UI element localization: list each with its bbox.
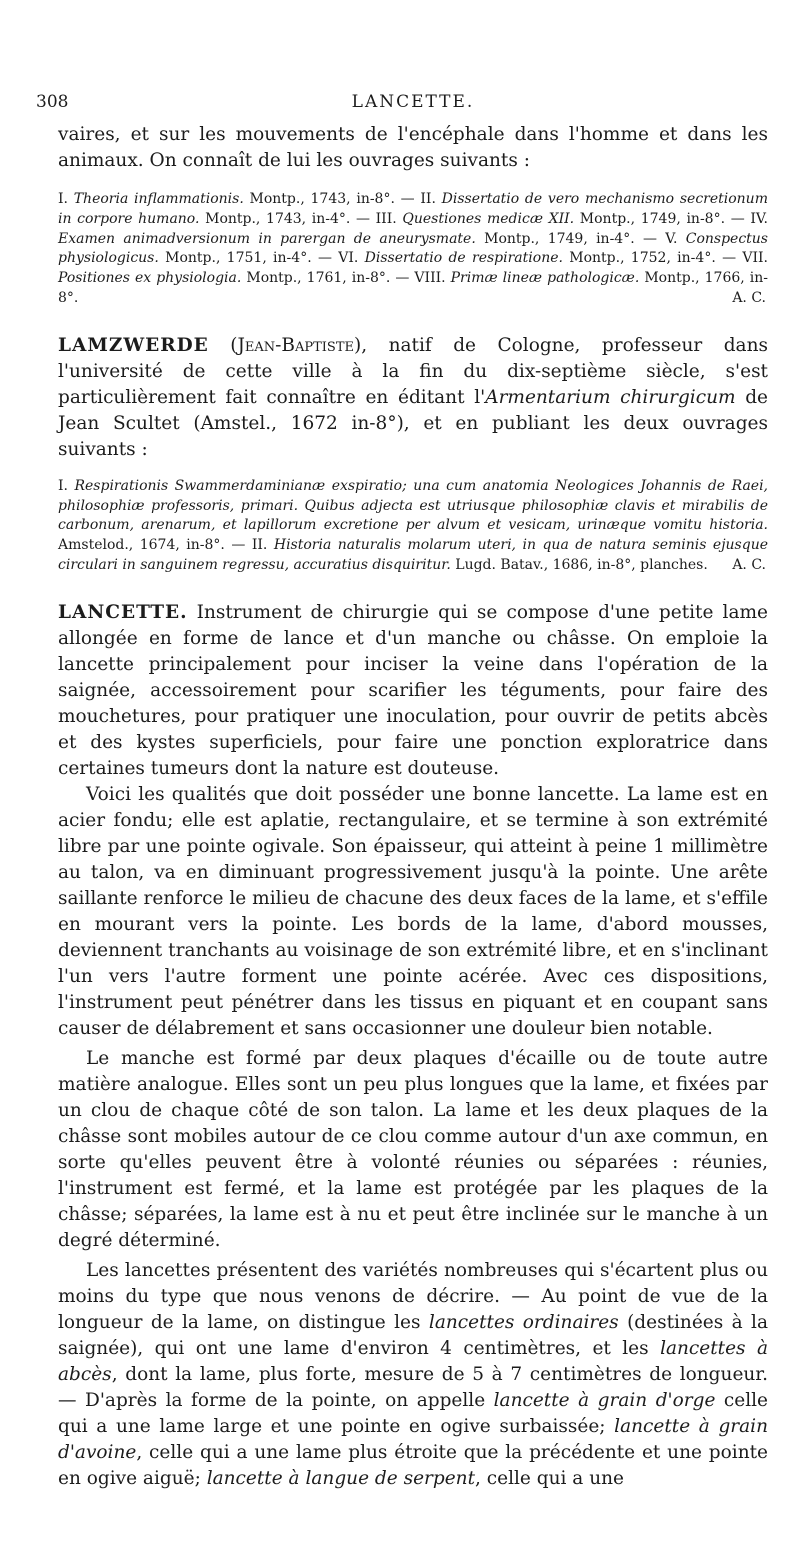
ref-title: Historia naturalis molarum uteri, in qua de natura seminis ejusque circulari in sanguinem regressu, accuratius disquiritur. xyxy=(58,537,769,573)
bibliography-block-2: I. Respirationis Swammerdaminianæ exspiratio; una cum anatomia Neologices Johannis de Raei, philosophiæ professoris, primari. Quibus adjecta est utriusque philosophiæ clavis et mirabilis de carbonum, arenarum, et lapillorum excretione per alvum et vesicam, urinæque vomitu historia. Amstelod., 1674, in-8°. — II. Historia naturalis molarum uteri, in qua de natura seminis ejusque circulari in sanguinem regressu, accuratius disquiritur. Lugd. Batav., 1686, in-8°, planches. A. C. xyxy=(58,477,768,576)
intro-paragraph: vaires, et sur les mouvements de l'encéphale dans l'homme et dans les animaux. On connaît de lui les ouvrages suivants : xyxy=(58,124,768,171)
headword-lamzwerde: LAMZWERDE xyxy=(58,334,209,356)
entry-lancette-p3: Le manche est formé par deux plaques d'écaille ou de toute autre matière analogue. Elles sont un peu plus longues que la lame, et fixées par un clou de chaque côté de son talon. La lame et les deux plaques de la châsse sont mobiles autour de ce clou comme autour d'un axe commun, en sorte qu'elles peuvent être à volonté réunies ou séparées : réunies, l'instrument est fermé, et la lame est protégée par les plaques de la châsse; séparées, la lame est à nu et peut être inclinée sur le manche à un degré déterminé. xyxy=(58,1047,768,1251)
forename: (Jean-Baptiste) xyxy=(230,334,362,356)
ref-title: Respirationis Swammerdaminianæ exspiratio; una cum anatomia Neologices Johannis de Raei, philosophiæ professoris, primari. Quibus adjecta est utriusque philosophiæ clavis et mirabilis de carbonum, arenarum, et lapillorum excretione per alvum et vesicam, urinæque vomitu historia. xyxy=(58,477,769,534)
ref-title: Positiones ex physiologia. xyxy=(58,270,242,287)
entry-lancette-p2: Voici les qualités que doit posséder une bonne lancette. La lame est en acier fondu; elle est aplatie, rectangulaire, et se termine à son extrémité libre par une pointe ogivale. Son épaisseur, qui atteint à peine 1 millimètre au talon, va en diminuant progressivement jusqu'à la pointe. Une arête saillante renforce le milieu de chacune des deux faces de la lame, et s'effile en mourant vers la pointe. Les bords de la lame, d'abord mousses, deviennent tranchants au voisinage de son extrémité libre, et en s'inclinant l'un vers l'autre forment une pointe acérée. Avec ces dispositions, l'instrument peut pénétrer dans les tissus en piquant et en coupant sans causer de délabrement et sans occasionner une douleur bien notable. xyxy=(58,783,768,1039)
headword-lancette: LANCETTE. xyxy=(58,601,188,623)
page xyxy=(36,92,769,1492)
ref-title: Dissertatio de respiratione. xyxy=(364,250,563,267)
ref-title: Conspectus physiologicus. xyxy=(58,230,768,267)
entry-lamzwerde: LAMZWERDE (Jean-Baptiste), natif de Cologne, professeur dans l'université de cette ville à la fin du dix-septième siècle, s'est particulièrement fait connaître en éditant l'Armentarium chirurgicum de Jean Scultet (Amstel., 1672 in-8°), et en publiant les deux ouvrages suivants : xyxy=(58,334,769,460)
ref-title: Dissertatio de vero mechanismo secretionum in corpore humano. xyxy=(58,191,768,227)
ref-title: Theoria inflammationis. xyxy=(73,191,244,207)
author-signature: A. C. xyxy=(732,556,766,573)
ref-title: Examen animadversionum in parergan de aneurysmate. xyxy=(58,230,476,247)
running-title: LANCETTE. xyxy=(351,92,475,112)
entry-lancette-p4: Les lancettes présentent des variétés nombreuses qui s'écartent plus ou moins du type que nous venons de décrire. — Au point de vue de la longueur de la lame, on distingue les lancettes ordinaires (destinées à la saignée), qui ont une lame d'environ 4 centimètres, et les lancettes à abcès, dont la lame, plus forte, mesure de 5 à 7 centimètres de longueur. — D'après la forme de la pointe, on appelle lancette à grain d'orge celle qui a une lame large et une pointe en ogive surbaissée; lancette à grain d'avoine, celle qui a une lame plus étroite que la précédente et une pointe en ogive aiguë; lancette à langue de serpent, celle qui a une xyxy=(58,1259,769,1489)
page-number: 308 xyxy=(36,92,69,112)
running-head xyxy=(36,92,768,122)
author-signature: A. C. xyxy=(732,289,766,306)
ref-title: Primæ lineæ pathologicæ. xyxy=(450,270,640,287)
book-title: Armentarium chirurgicum xyxy=(485,386,736,408)
bibliography-block-1: I. Theoria inflammationis. Montp., 1743, in-8°. — II. Dissertatio de vero mechanismo secretionum in corpore humano. Montp., 1743, in-4°. — III. Questiones medicæ XII. Montp., 1749, in-8°. — IV. Examen animadversionum in parergan de aneurysmate. Montp., 1749, in-4°. — V. Conspectus physiologicus. Montp., 1751, in-4°. — VI. Dissertatio de respiratione. Montp., 1752, in-4°. — VII. Positiones ex physiologia. Montp., 1761, in-8°. — VIII. Primæ lineæ pathologicæ. Montp., 1766, in-8°. A. C. xyxy=(58,190,768,309)
entry-lancette-p1: LANCETTE. Instrument de chirurgie qui se compose d'une petite lame allongée en forme de lance et d'un manche ou châsse. On emploie la lancette principalement pour inciser la veine dans l'opération de la saignée, accessoirement pour scarifier les téguments, pour faire des mouchetures, pour pratiquer une inoculation, pour ouvrir de petits abcès et des kystes superficiels, pour faire une ponction exploratrice dans certaines tumeurs dont la nature est douteuse. xyxy=(58,601,768,779)
ref-title: Questiones medicæ XII. xyxy=(402,210,575,227)
